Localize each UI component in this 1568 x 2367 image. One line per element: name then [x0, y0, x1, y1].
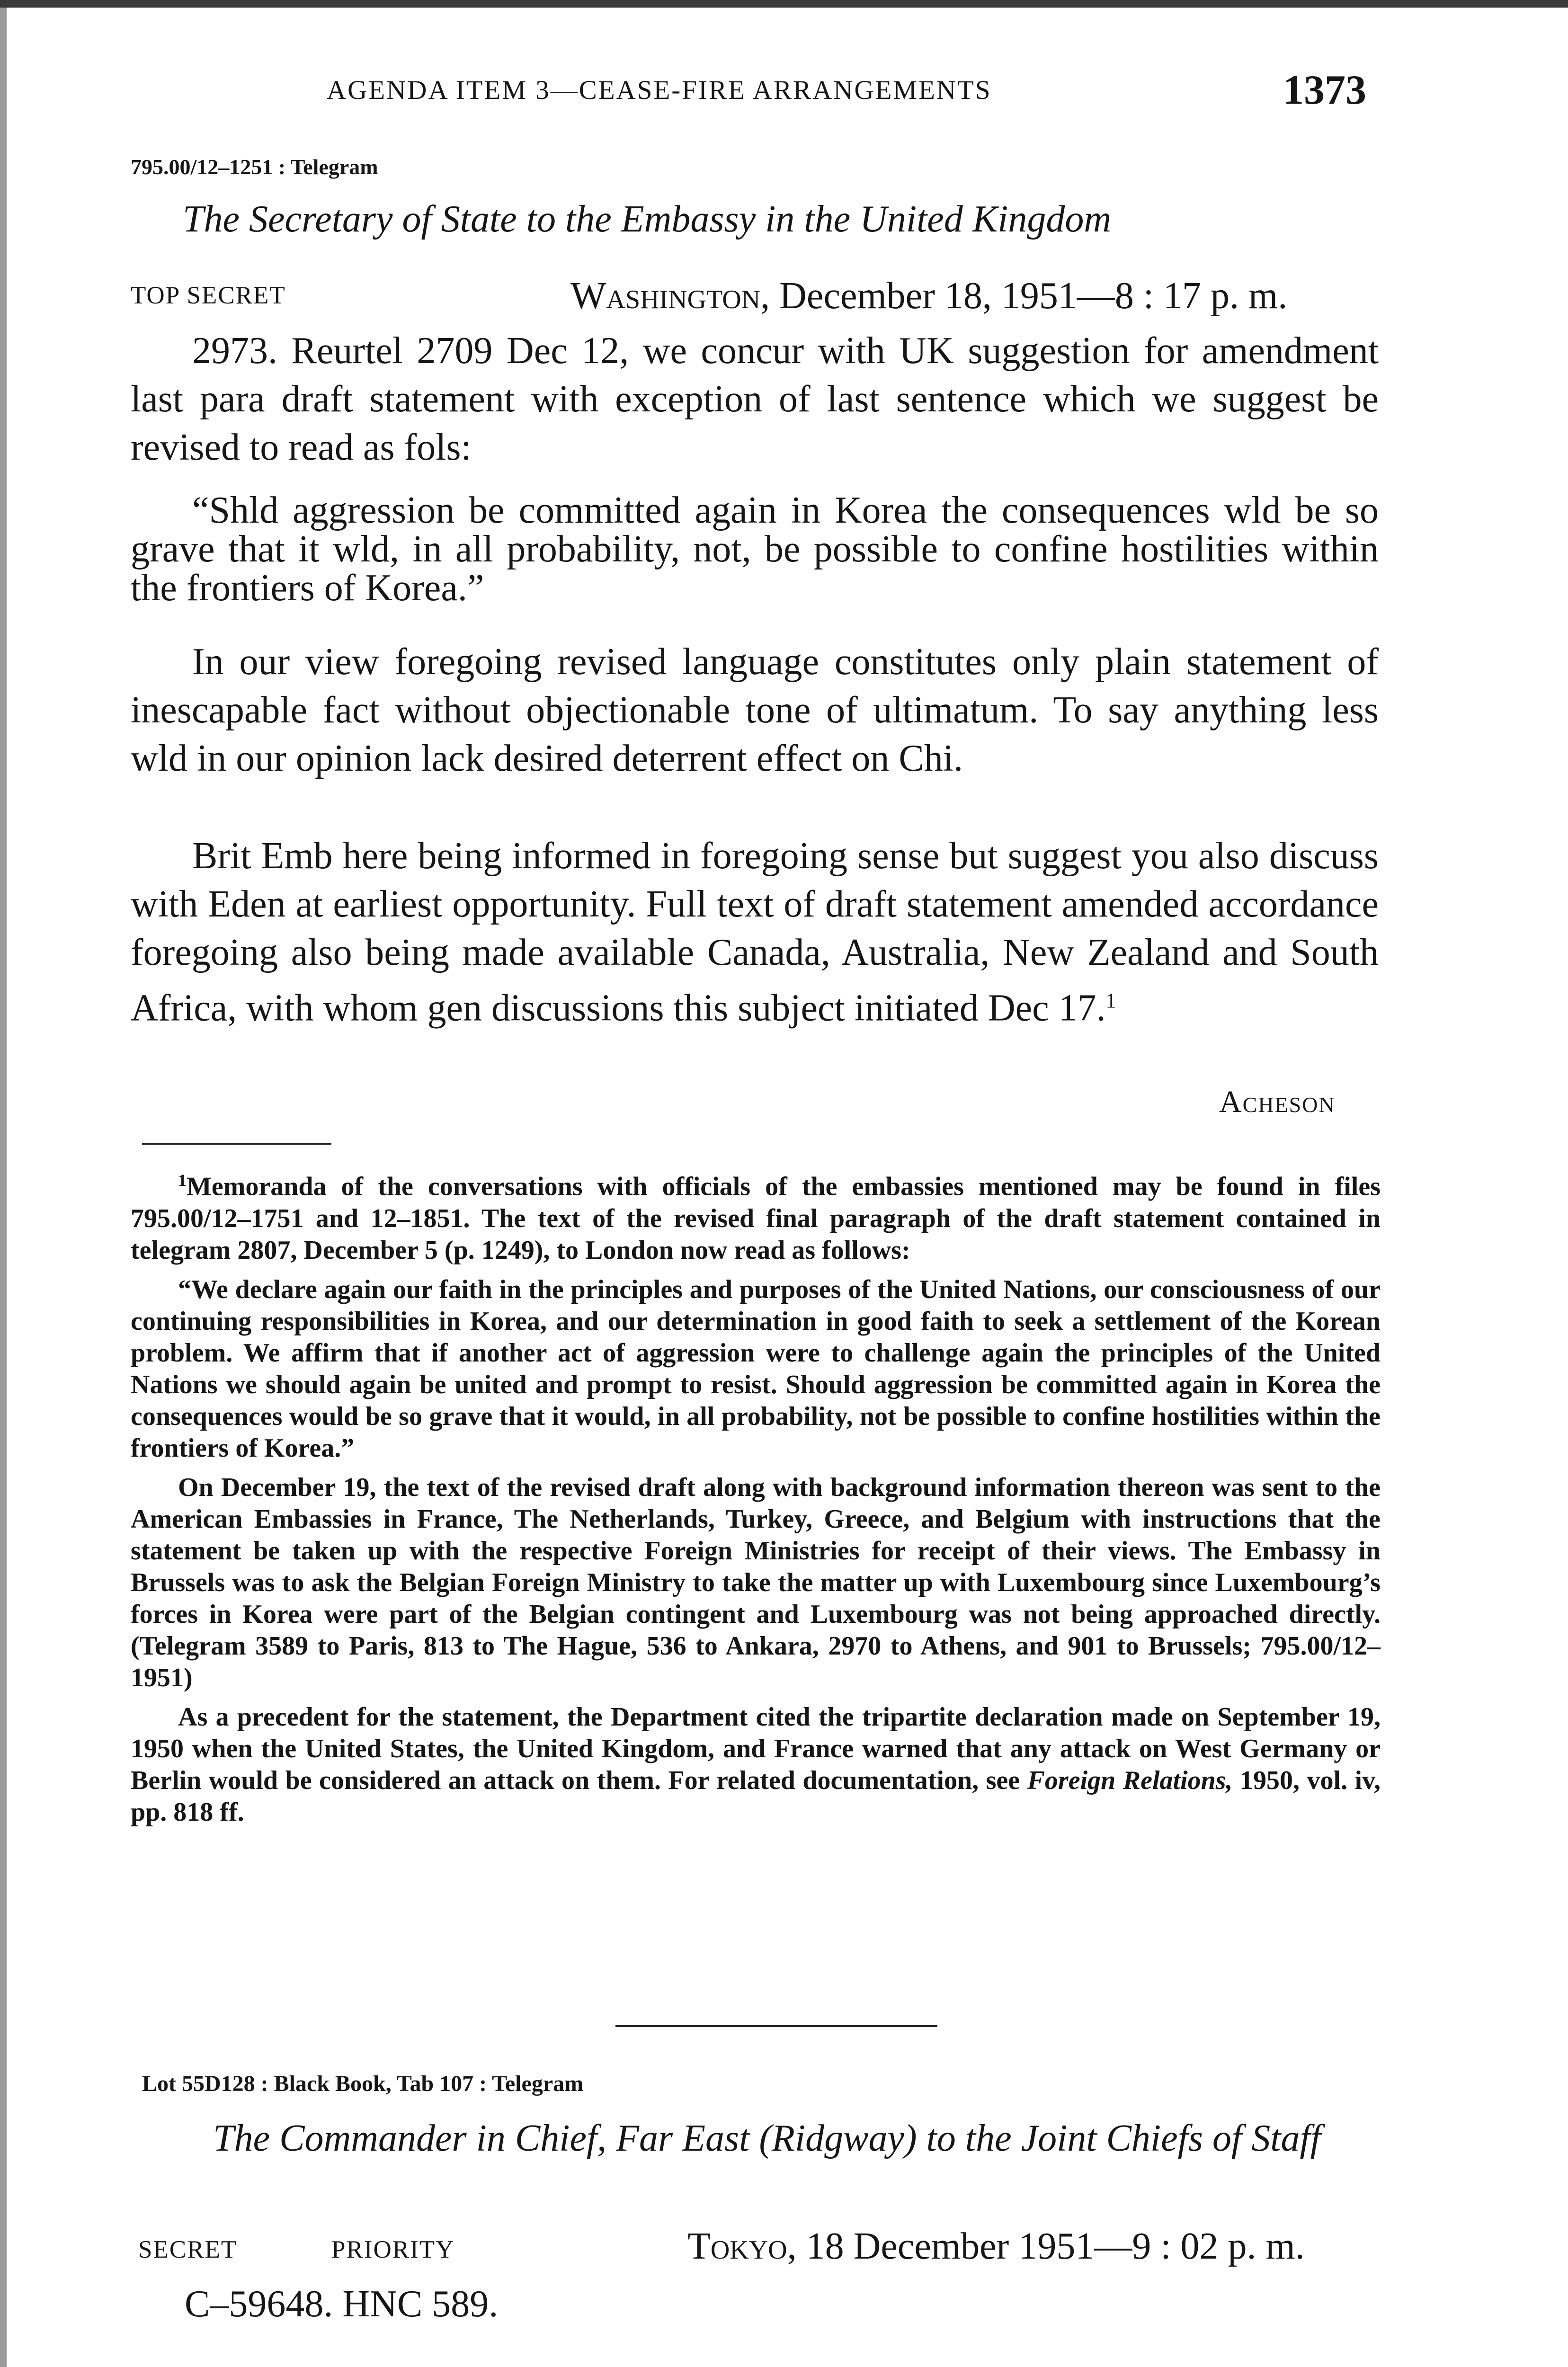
section-separator [615, 2025, 937, 2027]
footnote-citation-title: Foreign Relations, [1027, 1765, 1233, 1795]
doc1-quoted-sentence [131, 491, 1379, 607]
doc2-title: The Commander in Chief, Far East (Ridgway) to the Joint Chiefs of Staff [213, 2118, 1321, 2159]
footnote-precedent-text: As a precedent for the statement, the Department cited the tripartite declaration made on September 19, 1950 when the United States, the United Kingdom, and France warned that any attack on West Germany or Berlin would be considered an attack on them. For related documentation, see [131, 1702, 1381, 1795]
footnote-quoted-paragraph: “We declare again our faith in the principles and purposes of the United Nations, our consciousness of our continuing responsibilities in Korea, and our determination in good faith to seek a settlement of the Korean problem. We affirm that if another act of aggression were to challenge again the principles of the United Nations we should again be united and prompt to resist. Should aggression be committed again in Korea the consequences would be so grave that it would, in all probability, not be possible to confine hostilities within the frontiers of Korea.” [131, 1274, 1381, 1463]
doc2-dateline [687, 2225, 1305, 2268]
doc1-paragraph-4-text: Brit Emb here being informed in foregoing sense but suggest you also discuss with Eden at earliest opportunity. Full text of draft statement amended accordance foregoing also being made available Canada, Australia, New Zealand and South Africa, with whom gen discussions this subject initiated Dec 17. [131, 835, 1379, 1029]
doc1-dateline [570, 275, 1287, 318]
doc1-dateline-rest: , December 18, 1951—8 : 17 p. m. [760, 275, 1288, 317]
doc1-classification: TOP SECRET [131, 282, 286, 309]
footnote-citation-end: 1950, vol. iv, pp. 818 ff. [131, 1765, 1381, 1827]
doc2-dateline-rest: , 18 December 1951—9 : 02 p. m. [787, 2225, 1305, 2267]
doc1-footnote-marker: 1 [1105, 989, 1116, 1012]
doc1-signature: Acheson [1219, 1085, 1336, 1119]
footnote-1-marker: 1 [178, 1171, 187, 1190]
scan-top-border [0, 0, 1568, 8]
doc2-classification: SECRET [138, 2236, 238, 2263]
running-header: AGENDA ITEM 3—CEASE-FIRE ARRANGEMENTS [327, 75, 992, 105]
doc1-paragraph-3 [131, 638, 1379, 783]
doc1-paragraph-1-text: 2973. Reurtel 2709 Dec 12, we concur with UK suggestion for amendment last para draft statement with exception of last sentence which we suggest be revised to read as fols: [131, 330, 1379, 468]
page-number: 1373 [1283, 67, 1366, 113]
doc1-paragraph-1 [131, 327, 1379, 472]
footnote-1 [131, 1165, 1381, 1266]
doc2-message-number: C–59648. HNC 589. [185, 2283, 499, 2325]
footnote-precedent-paragraph [131, 1701, 1381, 1828]
doc2-priority: PRIORITY [331, 2236, 455, 2263]
footnote-separator [142, 1143, 331, 1145]
footnotes [131, 1165, 1381, 1836]
doc2-file-reference: Lot 55D128 : Black Book, Tab 107 : Telegram [142, 2071, 584, 2096]
footnote-december-19-paragraph: On December 19, the text of the revised draft along with background information thereon was sent to the American Embassies in France, The Netherlands, Turkey, Greece, and Belgium with instructions that the statement be taken up with the respective Foreign Ministries for receipt of their views. The Embassy in Brussels was to ask the Belgian Foreign Ministry to take the matter up with Luxembourg since Luxembourg’s forces in Korea were part of the Belgian contingent and Luxembourg was not being approached directly. (Telegram 3589 to Paris, 813 to The Hague, 536 to Ankara, 2970 to Athens, and 901 to Brussels; 795.00/12–1951) [131, 1472, 1381, 1692]
footnote-1-text: Memoranda of the conversations with officials of the embassies mentioned may be found in files 795.00/12–1751 and 12–1851. The text of the revised final paragraph of the draft statement contained in telegram 2807, December 5 (p. 1249), to London now read as follows: [131, 1172, 1381, 1265]
doc1-file-reference: 795.00/12–1251 : Telegram [131, 155, 378, 179]
doc2-dateline-place: Tokyo [687, 2225, 787, 2267]
scan-left-gutter [0, 8, 7, 2367]
doc1-paragraph-4 [131, 832, 1379, 1032]
doc1-paragraph-3-text: In our view foregoing revised language constitutes only plain statement of inescapable fact without objectionable tone of ultimatum. To say anything less wld in our opinion lack desired deterrent effect on Chi. [131, 641, 1379, 779]
doc1-title: The Secretary of State to the Embassy in the United Kingdom [183, 198, 1112, 240]
doc1-quoted-sentence-text: “Shld aggression be committed again in Korea the consequences wld be so grave that it wld, in all probability, not, be possible to confine hostilities within the frontiers of Korea.” [131, 489, 1379, 609]
doc1-dateline-place: Washington [570, 275, 761, 317]
